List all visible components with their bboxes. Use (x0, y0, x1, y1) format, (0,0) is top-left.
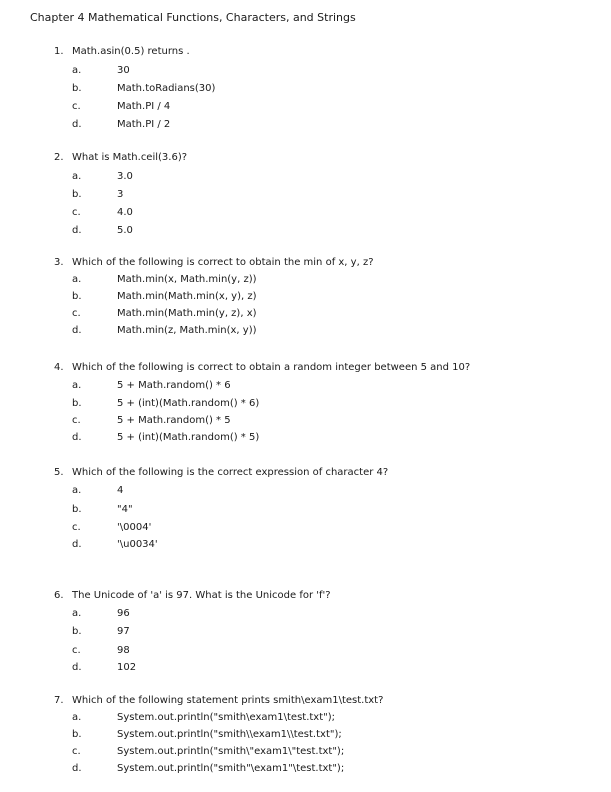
option-text: 5.0 (117, 225, 133, 236)
option-text: 4 (117, 485, 124, 496)
option-letter: c. (72, 308, 81, 319)
option-letter: d. (72, 119, 82, 130)
option-text: '\u0034' (117, 539, 158, 550)
option-letter: b. (72, 291, 82, 302)
option-letter: c. (72, 645, 81, 656)
question-number: 3. (54, 257, 64, 268)
option-letter: c. (72, 415, 81, 426)
option-text: 5 + Math.random() * 6 (117, 380, 231, 391)
question-number: 5. (54, 467, 64, 478)
option-text: '\0004' (117, 522, 152, 533)
option-text: 97 (117, 626, 130, 637)
question-stem (54, 361, 470, 375)
option-text: 98 (117, 645, 130, 656)
option-letter: a. (72, 608, 82, 619)
option-letter: a. (72, 485, 82, 496)
question-text: The Unicode of 'a' is 97. What is the Unicode for 'f'? (72, 590, 331, 601)
question-text: Which of the following is correct to obtain the min of x, y, z? (72, 257, 374, 268)
option-letter: a. (72, 171, 82, 182)
option-letter: d. (72, 539, 82, 550)
option-letter: d. (72, 662, 82, 673)
question-text: Which of the following statement prints smith\exam1\test.txt? (72, 695, 384, 706)
option-text: Math.min(Math.min(y, z), x) (117, 308, 257, 319)
option-text: 5 + (int)(Math.random() * 5) (117, 432, 260, 443)
question-text: What is Math.ceil(3.6)? (72, 152, 188, 163)
option-text: System.out.println("smith\\exam1\\test.txt"); (117, 729, 342, 740)
option-letter: b. (72, 83, 82, 94)
question-text: Math.asin(0.5) returns . (72, 46, 190, 57)
option-text: 102 (117, 662, 137, 673)
option-text: System.out.println("smith\exam1\test.txt"); (117, 712, 336, 723)
question-stem (54, 589, 331, 603)
option-text: 3.0 (117, 171, 133, 182)
option-text: System.out.println("smith"\exam1"\test.txt"); (117, 763, 345, 774)
option-text: Math.min(Math.min(x, y), z) (117, 291, 257, 302)
option-letter: d. (72, 225, 82, 236)
option-letter: b. (72, 504, 82, 515)
option-text: 30 (117, 65, 130, 76)
option-text: 3 (117, 189, 124, 200)
option-letter: d. (72, 763, 82, 774)
page-title: Chapter 4 Mathematical Functions, Characters, and Strings (30, 11, 356, 24)
question-stem (54, 256, 374, 270)
option-letter: a. (72, 65, 82, 76)
option-text: Math.min(z, Math.min(x, y)) (117, 325, 257, 336)
question-stem (54, 694, 383, 708)
option-text: 4.0 (117, 207, 133, 218)
option-text: 96 (117, 608, 130, 619)
question-number: 6. (54, 590, 64, 601)
option-text: "4" (117, 504, 133, 515)
question-stem (54, 45, 190, 59)
option-letter: b. (72, 729, 82, 740)
option-letter: a. (72, 712, 82, 723)
option-letter: b. (72, 398, 82, 409)
option-text: System.out.println("smith\"exam1\"test.txt"); (117, 746, 345, 757)
option-letter: d. (72, 325, 82, 336)
question-number: 7. (54, 695, 64, 706)
option-letter: c. (72, 101, 81, 112)
question-number: 4. (54, 362, 64, 373)
option-letter: b. (72, 189, 82, 200)
question-stem (54, 466, 388, 480)
option-text: 5 + (int)(Math.random() * 6) (117, 398, 260, 409)
option-letter: c. (72, 746, 81, 757)
option-text: Math.PI / 2 (117, 119, 171, 130)
option-letter: b. (72, 626, 82, 637)
option-letter: d. (72, 432, 82, 443)
option-letter: a. (72, 380, 82, 391)
option-text: Math.PI / 4 (117, 101, 171, 112)
option-letter: c. (72, 207, 81, 218)
question-number: 2. (54, 152, 64, 163)
question-number: 1. (54, 46, 64, 57)
option-letter: a. (72, 274, 82, 285)
option-text: 5 + Math.random() * 5 (117, 415, 231, 426)
option-letter: c. (72, 522, 81, 533)
option-text: Math.min(x, Math.min(y, z)) (117, 274, 257, 285)
question-text: Which of the following is correct to obtain a random integer between 5 and 10? (72, 362, 471, 373)
question-stem (54, 151, 187, 165)
question-text: Which of the following is the correct expression of character 4? (72, 467, 389, 478)
option-text: Math.toRadians(30) (117, 83, 216, 94)
